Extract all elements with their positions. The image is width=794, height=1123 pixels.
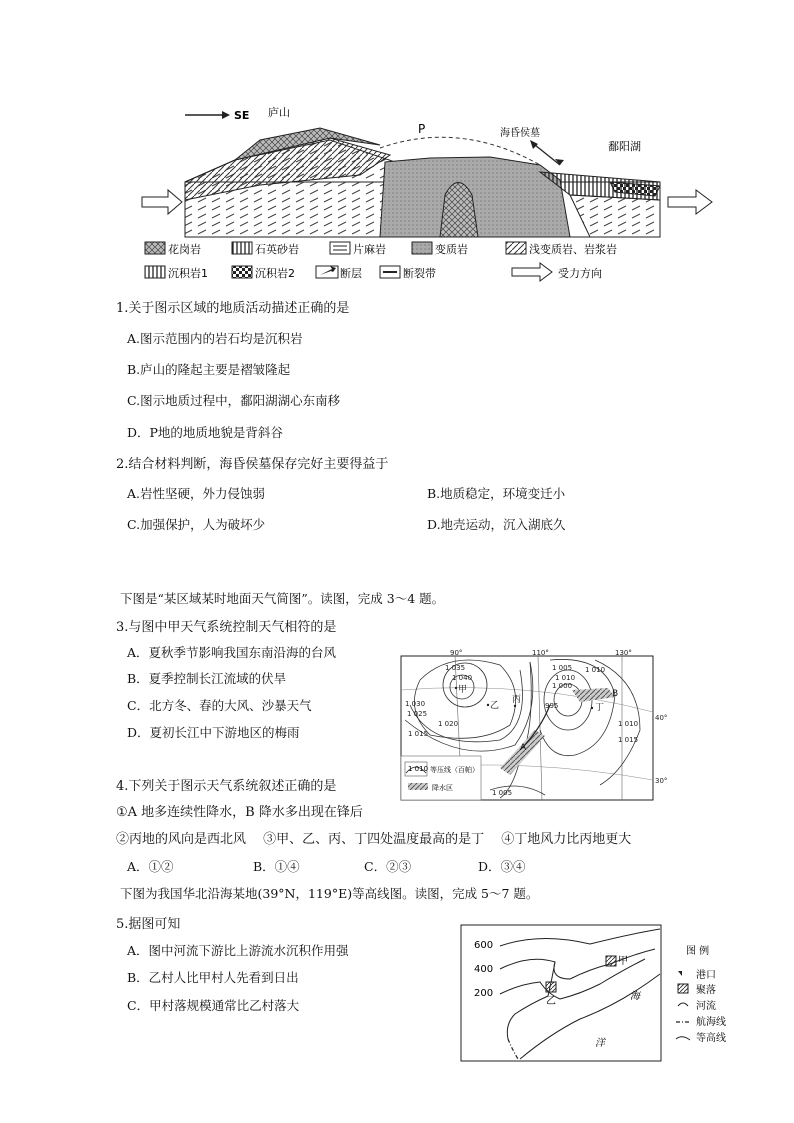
q4-option-c[interactable]: C．②③ <box>364 859 412 874</box>
legend-shallow-metamorphic: 浅变质岩、岩浆岩 <box>529 243 617 256</box>
label-lushan: 庐山 <box>268 106 290 119</box>
place-yi: 乙 <box>490 701 500 711</box>
legend-shipping-route: 航海线 <box>696 1017 726 1028</box>
legend-river: 河流 <box>696 1001 716 1012</box>
lon-90: 90° <box>450 649 463 657</box>
isobar-1010-east: 1 010 <box>618 720 639 728</box>
legend-fracture-zone: 断裂带 <box>403 267 436 280</box>
isobar-1020: 1 020 <box>438 720 459 728</box>
isobar-1010-top: 1 010 <box>555 674 576 682</box>
place-b: B <box>612 689 619 699</box>
lat-30: 30° <box>655 777 668 785</box>
q2-stem: 2.结合材料判断，海昏侯墓保存完好主要得益于 <box>116 457 389 472</box>
contour-400: 400 <box>474 964 494 975</box>
q5-stem: 5.据图可知 <box>116 917 181 932</box>
q4-statement-1: ①A 地多连续性降水，B 降水多出现在锋后 <box>116 805 363 820</box>
contour-600: 600 <box>474 940 494 951</box>
geology-legend <box>145 242 617 281</box>
weather-map-svg <box>400 649 668 802</box>
contour-map-figure <box>460 924 740 1064</box>
legend-title: 图 例 <box>686 946 710 957</box>
legend-gneiss: 片麻岩 <box>353 243 386 256</box>
village-yi: 乙 <box>546 996 556 1007</box>
q4-option-b[interactable]: B．①④ <box>253 859 300 874</box>
lon-130: 130° <box>615 649 632 657</box>
q1-option-b[interactable]: B.庐山的隆起主要是褶皱隆起 <box>127 362 291 377</box>
q5-option-a[interactable]: A．图中河流下游比上游流水沉积作用强 <box>127 943 349 958</box>
q1-option-d[interactable]: D．P地的地质地貌是背斜谷 <box>127 425 283 440</box>
legend-contour: 等高线 <box>696 1033 726 1044</box>
contour-200: 200 <box>474 988 494 999</box>
q3-option-d[interactable]: D．夏初长江中下游地区的梅雨 <box>127 725 300 740</box>
q1-option-a[interactable]: A.图示范围内的岩石均是沉积岩 <box>127 331 303 346</box>
isobar-1015: 1 015 <box>408 730 429 738</box>
village-jia: 甲 <box>618 956 628 967</box>
legend-quartz-sandstone: 石英砂岩 <box>255 243 299 256</box>
isobar-1000: 1 000 <box>552 682 573 690</box>
q4-stem: 4.下列关于图示天气系统叙述正确的是 <box>116 779 337 794</box>
legend-sedimentary-2: 沉积岩2 <box>255 267 295 280</box>
legend-settlement: 聚落 <box>696 985 716 996</box>
lat-40: 40° <box>655 714 668 722</box>
label-lake: 鄱阳湖 <box>608 140 641 153</box>
q4-option-d[interactable]: D．③④ <box>478 859 526 874</box>
q5-option-b[interactable]: B．乙村人比甲村人先看到日出 <box>127 970 299 985</box>
q2-option-c[interactable]: C.加强保护，人为破坏少 <box>127 517 266 532</box>
label-tomb: 海昏侯墓 <box>500 128 540 139</box>
q2-option-a[interactable]: A.岩性坚硬，外力侵蚀弱 <box>127 486 266 501</box>
isobar-1015-east: 1 015 <box>618 736 639 744</box>
isobar-995: 995 <box>545 702 559 710</box>
place-ding: 丁 <box>595 703 605 713</box>
q5-option-c[interactable]: C．甲村落规模通常比乙村落大 <box>127 998 300 1013</box>
sea-label-2: 洋 <box>595 1038 605 1049</box>
q2-option-d[interactable]: D.地壳运动，沉入湖底久 <box>427 517 566 532</box>
isobar-1025: 1 025 <box>407 710 428 718</box>
legend-isobar-label: 等压线（百帕） <box>430 766 479 774</box>
q1-option-c[interactable]: C.图示地质过程中，鄱阳湖湖心东南移 <box>127 393 341 408</box>
lon-110: 110° <box>532 649 549 657</box>
legend-metamorphic: 变质岩 <box>435 243 468 256</box>
sea-label-1: 海 <box>630 991 640 1002</box>
geology-cross-section-svg <box>140 100 720 290</box>
weather-map-figure <box>400 649 668 802</box>
label-se: SE <box>234 109 250 122</box>
q2-option-b[interactable]: B.地质稳定，环境变迁小 <box>427 486 566 501</box>
contour-legend <box>676 944 726 1044</box>
geology-cross-section-figure <box>140 100 720 290</box>
isobar-1040: 1 040 <box>452 674 473 682</box>
isobar-1005-bottom: 1 005 <box>492 789 513 797</box>
q3-stem: 3.与图中甲天气系统控制天气相符的是 <box>116 620 337 635</box>
isobar-1035: 1 035 <box>445 664 466 672</box>
intro-q5-7: 下图为我国华北沿海某地(39°N，119°E)等高线图。读图，完成 5～7 题。 <box>120 886 539 901</box>
q1-stem: 1.关于图示区域的地质活动描述正确的是 <box>116 301 350 316</box>
q4-option-a[interactable]: A．①② <box>127 859 174 874</box>
legend-sedimentary-1: 沉积岩1 <box>168 267 208 280</box>
legend-rain-label: 降水区 <box>432 784 453 792</box>
legend-force-direction: 受力方向 <box>558 267 602 280</box>
contour-map-svg <box>460 924 740 1064</box>
isobar-1010-right: 1 010 <box>585 666 606 674</box>
place-jia: 甲 <box>458 685 468 695</box>
legend-fault: 断层 <box>340 267 362 280</box>
isobar-1005-top: 1 005 <box>552 664 573 672</box>
place-bing: 丙 <box>512 695 522 705</box>
q3-option-b[interactable]: B．夏季控制长江流域的伏旱 <box>127 671 287 686</box>
place-a: A <box>520 743 527 753</box>
legend-granite: 花岗岩 <box>168 243 201 256</box>
q3-option-a[interactable]: A．夏秋季节影响我国东南沿海的台风 <box>127 645 337 660</box>
q4-statement-2: ②丙地的风向是西北风 ③甲、乙、丙、丁四处温度最高的是丁 ④丁地风力比丙地更大 <box>116 832 632 847</box>
intro-q3-4: 下图是“某区域某时地面天气简图”。读图，完成 3～4 题。 <box>120 591 445 606</box>
legend-port: 港口 <box>696 970 716 981</box>
q3-option-c[interactable]: C．北方冬、春的大风、沙暴天气 <box>127 698 312 713</box>
legend-isobar-value: 1 010 <box>408 765 429 773</box>
label-p: P <box>418 122 426 136</box>
isobar-1030: 1 030 <box>405 700 426 708</box>
